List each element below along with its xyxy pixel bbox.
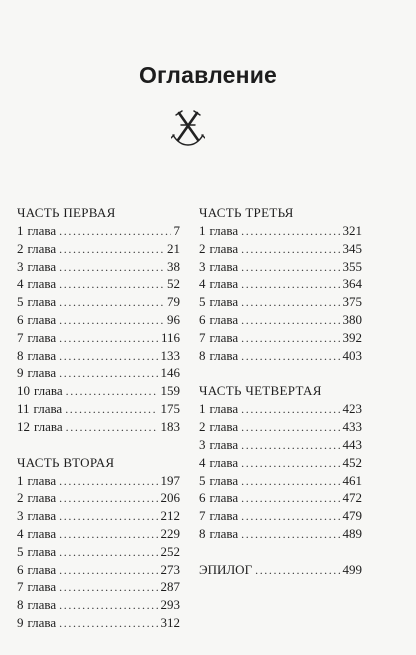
chapter-label: глава: [209, 258, 239, 274]
toc-entry[interactable]: [199, 400, 362, 418]
chapter-number: 4: [199, 454, 206, 470]
toc-entry[interactable]: [17, 418, 180, 436]
toc-entry[interactable]: [17, 329, 180, 347]
dot-leader: [255, 562, 339, 580]
chapter-label: глава: [27, 490, 57, 506]
page-number: 375: [342, 294, 362, 310]
chapter-label: глава: [209, 419, 239, 435]
section-title: ЧАСТЬ ВТОРАЯ: [17, 454, 115, 470]
chapter-number: 6: [199, 490, 206, 506]
page-number: 21: [167, 240, 180, 256]
toc-section: [199, 204, 362, 364]
chapter-number: 3: [199, 436, 206, 452]
chapter-number: 1: [199, 223, 206, 238]
chapter-label: глава: [27, 508, 57, 524]
chapter-number: 2: [17, 490, 24, 506]
chapter-label: глава: [209, 347, 239, 363]
toc-right-column: [199, 204, 362, 579]
chapter-number: 7: [17, 329, 24, 345]
dot-leader: [59, 544, 157, 562]
toc-entry[interactable]: [17, 240, 180, 258]
dot-leader: [59, 365, 157, 383]
dot-leader: [59, 579, 157, 597]
toc-entry[interactable]: [17, 364, 180, 382]
page-number: 273: [160, 561, 180, 577]
page-number: 345: [342, 240, 362, 256]
chapter-number: 9: [17, 614, 24, 630]
dot-leader: [241, 490, 339, 508]
toc-entry[interactable]: [199, 489, 362, 507]
chapter-label: глава: [34, 418, 63, 434]
chapter-number: 6: [17, 561, 24, 577]
page-number: 7: [173, 223, 180, 238]
toc-entry[interactable]: [17, 561, 180, 579]
toc-section: [199, 382, 362, 542]
chapter-number: 7: [17, 579, 24, 595]
page-number: 116: [160, 329, 180, 345]
chapter-number: 3: [199, 258, 206, 274]
chapter-number: 4: [17, 276, 24, 292]
dot-leader: [241, 419, 339, 437]
chapter-label: глава: [33, 400, 63, 416]
dot-leader: [59, 508, 157, 526]
toc-entry[interactable]: [17, 258, 180, 276]
page-number: 229: [160, 525, 180, 541]
page-number: 403: [342, 347, 362, 363]
toc-entry[interactable]: [199, 525, 362, 543]
toc-entry[interactable]: [199, 436, 362, 454]
page-number: 355: [342, 258, 362, 274]
epilog-label: ЭПИЛОГ: [199, 561, 253, 577]
page-number: 146: [160, 365, 180, 381]
page-number: 96: [167, 311, 180, 327]
page-number: 364: [342, 276, 362, 292]
page-number: 197: [160, 472, 180, 488]
toc-entry[interactable]: [17, 489, 180, 507]
chapter-number: 9: [17, 365, 24, 381]
chapter-number: 5: [17, 543, 24, 559]
chapter-number: 8: [17, 597, 24, 613]
dot-leader: [241, 259, 339, 277]
page-number: 175: [160, 400, 180, 416]
chapter-number: 1: [17, 472, 24, 488]
dot-leader: [59, 348, 157, 366]
page-number: 499: [342, 561, 362, 577]
page-number: 212: [160, 508, 180, 524]
toc-entry-epilog[interactable]: [199, 561, 362, 579]
page-number: 133: [160, 347, 180, 363]
section-gap: [199, 364, 362, 382]
dot-leader: [241, 294, 339, 312]
dot-leader: [66, 419, 158, 437]
dot-leader: [241, 508, 339, 526]
dot-leader: [66, 383, 158, 401]
toc-entry[interactable]: [17, 347, 180, 365]
toc-entry[interactable]: [17, 222, 180, 240]
page-number: 423: [342, 401, 362, 417]
chapter-label: глава: [209, 240, 239, 256]
dot-leader: [241, 401, 339, 419]
chapter-number: 1: [199, 401, 206, 417]
toc-entry[interactable]: [199, 418, 362, 436]
dot-leader: [241, 223, 339, 241]
toc-left-column: [17, 204, 180, 632]
chapter-label: глава: [209, 472, 239, 488]
chapter-number: 2: [17, 240, 24, 256]
dot-leader: [59, 330, 158, 348]
chapter-number: 6: [199, 311, 206, 327]
page-number: 52: [167, 276, 180, 292]
page-number: 321: [342, 223, 362, 238]
dot-leader: [59, 526, 157, 544]
chapter-label: глава: [34, 383, 63, 399]
chapter-number: 5: [199, 294, 206, 310]
chapter-label: глава: [209, 490, 239, 506]
dot-leader: [241, 330, 339, 348]
toc-entry[interactable]: [17, 614, 180, 632]
toc-entry[interactable]: [199, 507, 362, 525]
toc-entry[interactable]: [199, 258, 362, 276]
chapter-number: 8: [17, 347, 24, 363]
chapter-label: глава: [27, 311, 57, 327]
chapter-label: глава: [209, 508, 239, 524]
page-number: 38: [167, 258, 180, 274]
section-title: ЧАСТЬ ТРЕТЬЯ: [199, 205, 294, 220]
toc-entry[interactable]: [17, 382, 180, 400]
dot-leader: [241, 348, 339, 366]
section-title: ЧАСТЬ ЧЕТВЕРТАЯ: [199, 383, 322, 399]
anchor-x-emblem-icon: [171, 108, 205, 148]
dot-leader: [241, 526, 339, 544]
dot-leader: [59, 597, 157, 615]
toc-entry[interactable]: [199, 293, 362, 311]
chapter-number: 3: [17, 508, 24, 524]
page-number: 293: [160, 597, 180, 613]
chapter-number: 6: [17, 311, 24, 327]
chapter-label: глава: [27, 329, 57, 345]
page-number: 79: [167, 294, 180, 310]
dot-leader: [59, 490, 157, 508]
toc-entry[interactable]: [199, 472, 362, 490]
toc-entry[interactable]: [17, 400, 180, 418]
dot-leader: [241, 437, 339, 455]
page-number: 392: [342, 329, 362, 345]
chapter-label: глава: [27, 240, 57, 256]
section-gap: [17, 436, 180, 454]
page-number: 479: [342, 508, 362, 524]
chapter-label: глава: [27, 614, 57, 630]
chapter-label: глава: [27, 579, 57, 595]
page-number: 461: [342, 472, 362, 488]
toc-entry[interactable]: [199, 311, 362, 329]
chapter-number: 4: [17, 525, 24, 541]
dot-leader: [59, 276, 164, 294]
chapter-number: 2: [199, 419, 206, 435]
chapter-label: глава: [27, 597, 57, 613]
toc-entry[interactable]: [199, 222, 362, 240]
chapter-number: 8: [199, 347, 206, 363]
dot-leader: [59, 473, 157, 491]
toc-entry[interactable]: [199, 329, 362, 347]
chapter-number: 3: [17, 258, 24, 274]
chapter-label: глава: [209, 329, 239, 345]
section-title: ЧАСТЬ ПЕРВАЯ: [17, 205, 116, 220]
dot-leader: [65, 401, 157, 419]
toc-entry[interactable]: [199, 240, 362, 258]
toc-entry[interactable]: [17, 596, 180, 614]
chapter-number: 5: [17, 294, 24, 310]
page-number: 443: [342, 436, 362, 452]
chapter-number: 12: [17, 418, 30, 434]
page-number: 312: [160, 614, 180, 630]
chapter-label: глава: [27, 525, 57, 541]
page-number: 489: [342, 525, 362, 541]
chapter-number: 8: [199, 525, 206, 541]
chapter-label: глава: [27, 543, 57, 559]
chapter-label: глава: [27, 347, 57, 363]
chapter-number: 7: [199, 508, 206, 524]
chapter-label: глава: [209, 223, 239, 238]
toc-entry[interactable]: [199, 275, 362, 293]
chapter-label: глава: [209, 436, 239, 452]
page-number: 472: [342, 490, 362, 506]
toc-entry[interactable]: [17, 525, 180, 543]
dot-leader: [241, 312, 339, 330]
chapter-label: глава: [209, 276, 239, 292]
toc-entry[interactable]: [17, 311, 180, 329]
page-number: 183: [160, 418, 180, 434]
chapter-label: глава: [27, 276, 57, 292]
page-number: 452: [342, 454, 362, 470]
page-number: 159: [160, 383, 180, 399]
toc-entry[interactable]: [17, 472, 180, 490]
chapter-number: 11: [17, 400, 30, 416]
chapter-number: 7: [199, 329, 206, 345]
dot-leader: [59, 294, 164, 312]
dot-leader: [241, 455, 339, 473]
chapter-label: глава: [209, 311, 239, 327]
page-number: 206: [160, 490, 180, 506]
toc-entry[interactable]: [199, 454, 362, 472]
chapter-number: 10: [17, 383, 30, 399]
toc-entry[interactable]: [199, 347, 362, 365]
toc-section: [17, 204, 180, 436]
chapter-label: глава: [209, 401, 239, 417]
toc-entry[interactable]: [17, 543, 180, 561]
chapter-label: глава: [27, 223, 57, 238]
page-number: 252: [160, 543, 180, 559]
chapter-number: 4: [199, 276, 206, 292]
toc-entry[interactable]: [17, 275, 180, 293]
chapter-label: глава: [209, 454, 239, 470]
chapter-number: 2: [199, 240, 206, 256]
toc-section: [17, 454, 180, 632]
chapter-number: 5: [199, 472, 206, 488]
dot-leader: [59, 259, 164, 277]
chapter-label: глава: [27, 365, 57, 381]
page-number: 433: [342, 419, 362, 435]
toc-entry[interactable]: [17, 578, 180, 596]
page-title: Оглавление: [138, 62, 278, 89]
chapter-label: глава: [209, 525, 239, 541]
page-number: 380: [342, 311, 362, 327]
chapter-number: 1: [17, 223, 24, 238]
dot-leader: [59, 223, 170, 241]
page-number: 287: [160, 579, 180, 595]
dot-leader: [241, 276, 339, 294]
chapter-label: глава: [27, 472, 57, 488]
chapter-label: глава: [27, 258, 57, 274]
dot-leader: [241, 241, 339, 259]
toc-entry[interactable]: [17, 507, 180, 525]
chapter-label: глава: [27, 294, 57, 310]
chapter-label: глава: [209, 294, 239, 310]
dot-leader: [59, 615, 157, 633]
toc-entry[interactable]: [17, 293, 180, 311]
dot-leader: [241, 473, 339, 491]
dot-leader: [59, 312, 164, 330]
dot-leader: [59, 562, 157, 580]
dot-leader: [59, 241, 164, 259]
chapter-label: глава: [27, 561, 57, 577]
